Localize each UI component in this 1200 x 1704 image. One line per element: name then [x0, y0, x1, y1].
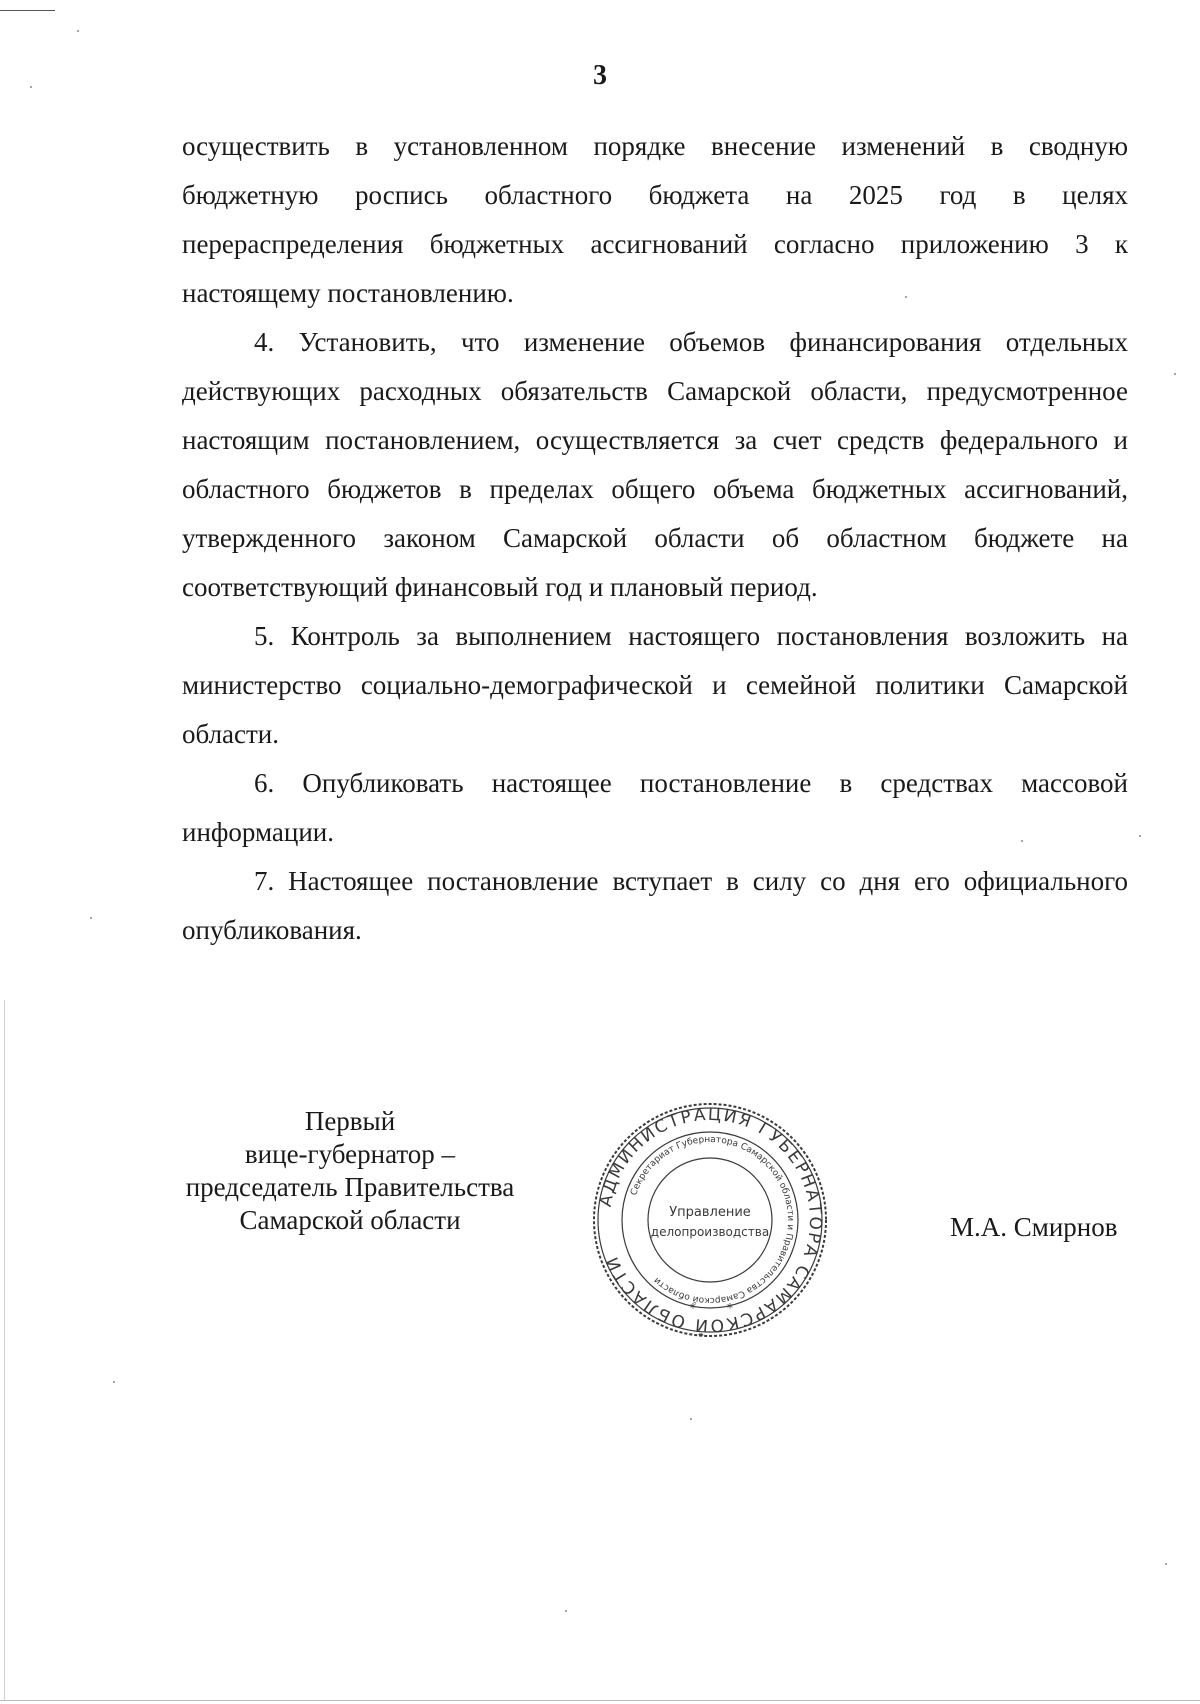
stamp-center-line: Управление — [669, 1205, 751, 1220]
scan-speck — [30, 86, 32, 88]
scan-speck — [77, 30, 79, 32]
signatory-title-line: Первый — [304, 1106, 396, 1136]
signatory-title-line: председатель Правительства — [185, 1172, 515, 1202]
signatory-title-line: Самарской области — [239, 1205, 461, 1235]
text-line: осуществить в установленном порядке внесение изменений в сводную — [182, 131, 1128, 161]
text-line: опубликования. — [182, 915, 362, 945]
paragraph — [182, 122, 1128, 318]
document-body — [182, 122, 1128, 955]
page-number: 3 — [593, 60, 607, 91]
text-line: перераспределения бюджетных ассигнований согласно приложению 3 к — [182, 229, 1128, 259]
paragraph-item-4 — [182, 318, 1128, 612]
scan-speck — [1165, 1563, 1167, 1565]
official-stamp — [590, 1100, 830, 1340]
stamp-center-line: делопроизводства — [650, 1225, 770, 1239]
signatory-name: М.А. Смирнов — [950, 1212, 1118, 1242]
text-line: настоящим постановлением, осуществляется за счет средств федерального и — [182, 425, 1128, 455]
scan-speck — [113, 1381, 115, 1383]
scan-speck — [1021, 840, 1023, 842]
text-line: настоящему постановлению. — [182, 278, 514, 308]
stamp-star-icon: * — [727, 1301, 733, 1315]
scan-edge-mark — [4, 1000, 5, 1700]
paragraph-item-7 — [182, 857, 1128, 955]
text-line: 6. Опубликовать настоящее постановление в средствах массовой — [254, 768, 1128, 798]
scan-edge-mark — [0, 1700, 1200, 1701]
scan-speck — [905, 296, 907, 298]
text-line: министерство социально-демографической и семейной политики Самарской — [182, 670, 1128, 700]
scan-speck — [90, 917, 92, 919]
text-line: бюджетную роспись областного бюджета на 2025 год в целях — [182, 180, 1128, 210]
signatory-title — [160, 1105, 540, 1237]
text-line: 4. Установить, что изменение объемов финансирования отдельных — [254, 327, 1128, 357]
scan-speck — [565, 1610, 567, 1612]
paragraph-item-5 — [182, 612, 1128, 759]
text-line: области. — [182, 719, 280, 749]
stamp-star-icon: * — [690, 1301, 696, 1315]
text-line: 7. Настоящее постановление вступает в силу со дня его официального — [254, 866, 1128, 896]
stamp-seal-icon — [590, 1100, 830, 1340]
text-line: информации. — [182, 817, 334, 847]
paragraph-item-6 — [182, 759, 1128, 857]
text-line: 5. Контроль за выполнением настоящего постановления возложить на — [254, 621, 1128, 651]
scan-speck — [690, 1418, 692, 1420]
stamp-outer-text: АДМИНИСТРАЦИЯ ГУБЕРНАТОРА САМАРСКОЙ ОБЛАСТИ — [595, 1104, 826, 1336]
text-line: соответствующий финансовый год и плановый период. — [182, 572, 818, 602]
text-line: действующих расходных обязательств Самарской области, предусмотренное — [182, 376, 1128, 406]
scan-speck — [1174, 373, 1176, 375]
text-line: областного бюджетов в пределах общего объема бюджетных ассигнований, — [182, 474, 1128, 504]
scan-speck — [1139, 835, 1141, 837]
signatory-title-line: вице-губернатор – — [244, 1139, 456, 1169]
stamp-inner-text: Секретариат Губернатора Самарской области и Правительства Самарской области — [629, 1134, 796, 1306]
text-line: утвержденного законом Самарской области об областном бюджете на — [182, 523, 1128, 553]
scan-edge-mark — [0, 10, 55, 11]
